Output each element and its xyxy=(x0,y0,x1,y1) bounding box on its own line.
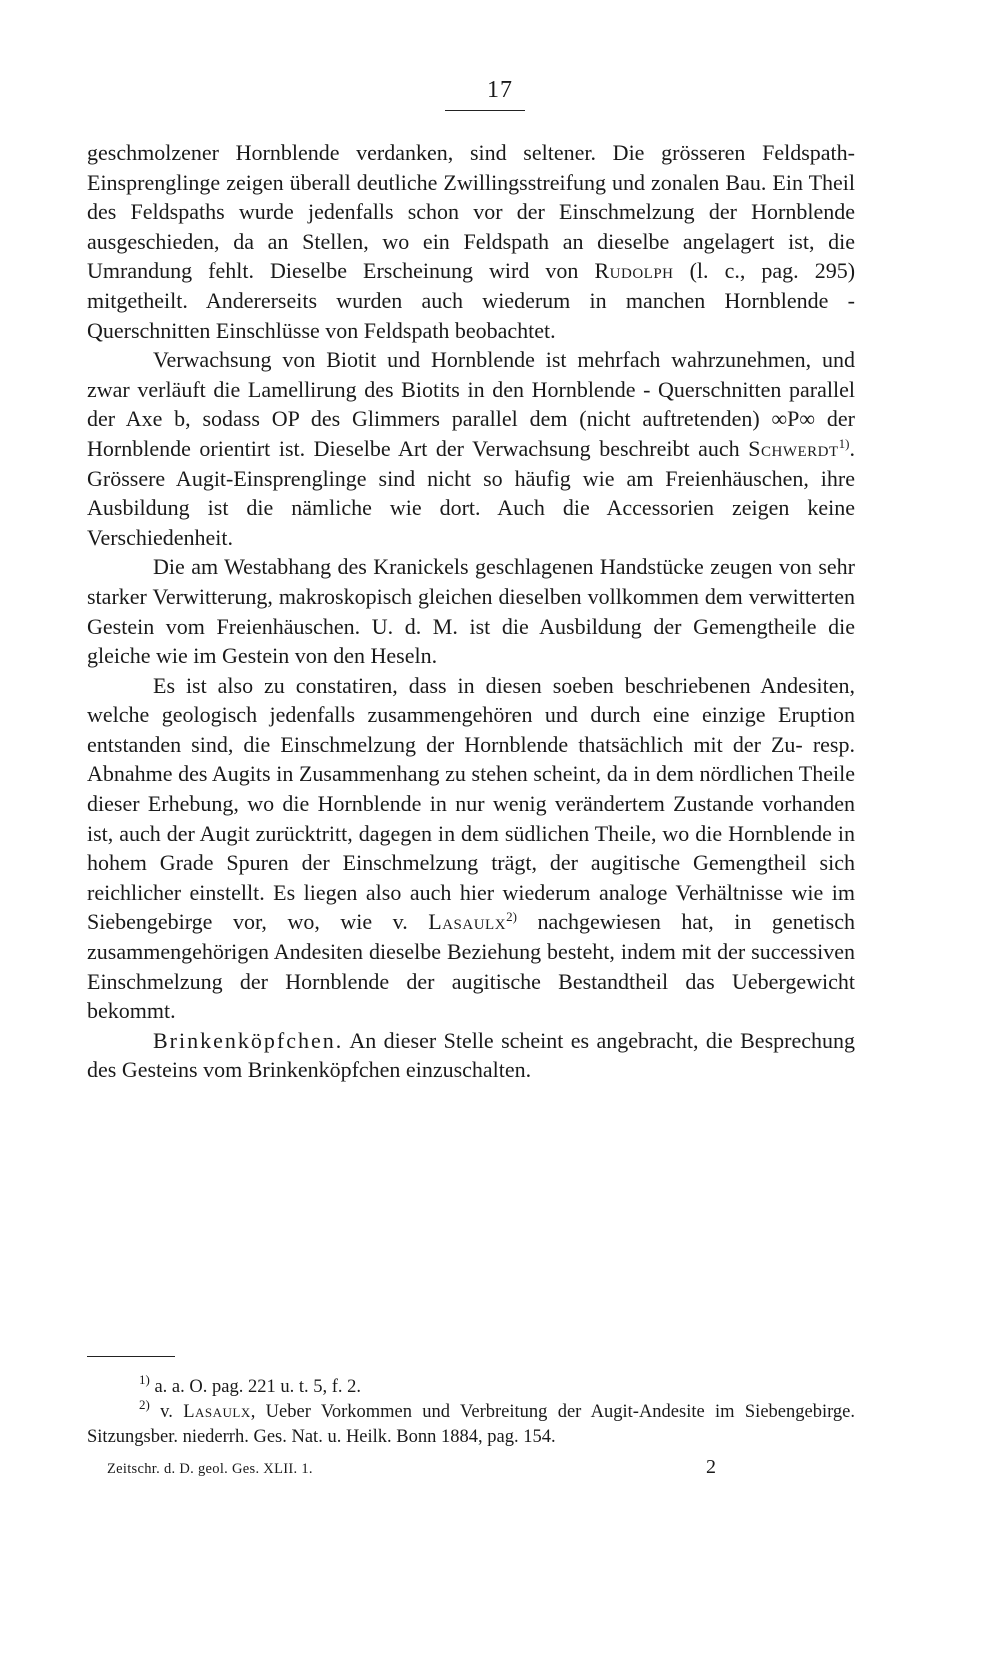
footnote-1-text: a. a. O. pag. 221 u. t. 5, f. 2. xyxy=(154,1377,362,1397)
paragraph-5 xyxy=(87,1026,855,1085)
footnote-ref-1: 1) xyxy=(838,435,850,451)
author-name-lasaulx: Lasaulx xyxy=(428,909,507,935)
body-text xyxy=(87,138,855,1085)
footnote-2-author: Lasaulx xyxy=(183,1402,251,1422)
footnote-2 xyxy=(87,1397,855,1450)
footnotes xyxy=(87,1372,855,1450)
footnote-ref-2: 2) xyxy=(506,909,517,925)
footnote-2-pre: v. xyxy=(160,1402,173,1422)
paragraph-2 xyxy=(87,345,855,552)
footnote-2-text: , Ueber Vorkommen und Verbreitung der Augit-Andesite im Siebengebirge. Sitzungsber. niederrh. Ges. Nat. u. Heilk. Bonn 1884, pag. 154. xyxy=(87,1402,855,1447)
paragraph-2-text-b: . Grössere Augit-Einsprenglinge sind nicht so häufig wie am Freienhäuschen, ihre Ausbildung ist die nämliche wie dort. Auch die Accessorien zeigen keine Verschiedenheit. xyxy=(87,435,855,550)
paragraph-5-text: An dieser Stelle scheint es angebracht, die Besprechung des Gesteins vom Brinkenköpfchen einzuschalten. xyxy=(87,1027,855,1083)
paragraph-4-text-a: Es ist also zu constatiren, dass in diesen soeben beschriebenen Andesiten, welche geologisch jedenfalls zusammengehören und durch eine einzige Eruption entstanden sind, die Einschmelzung der Hornblende thatsächlich mit der Zu- resp. Abnahme des Augits in Zusammenhang zu stehen scheint, da in dem nördlichen Theile dieser Erhebung, wo die Hornblende in nur wenig verändertem Zustande vorhanden ist, auch der Augit zurücktritt, dagegen in dem südlichen Theile, wo die Hornblende in hohem Grade Spuren der Einschmelzung trägt, der augitische Gemengtheil sich reichlicher einstellt. Es liegen also auch hier wiederum analoge Verhältnisse wie im Siebengebirge vor, wo, wie v. xyxy=(87,672,855,935)
signature-mark: 2 xyxy=(706,1456,716,1478)
footnote-1 xyxy=(87,1372,855,1400)
paragraph-4-text-b: nachgewiesen hat, in genetisch zusammengehörigen Andesiten dieselbe Beziehung besteht, indem mit der successiven Einschmelzung der Hornblende der augitische Bestandtheil das Uebergewicht bekommt. xyxy=(87,909,855,1024)
paragraph-1 xyxy=(87,138,855,345)
author-name-rudolph: Rudolph xyxy=(594,258,674,284)
section-heading-brinkenkoepfchen: Brinkenköpfchen. xyxy=(153,1027,344,1053)
paragraph-4 xyxy=(87,671,855,1026)
paragraph-1-text-a: geschmolzener Hornblende verdanken, sind seltener. Die grösseren Feldspath-Einsprenglinge zeigen überall deutliche Zwillingsstreifung und zonalen Bau. Ein Theil des Feldspaths wurde jedenfalls schon vor der Einschmelzung der Hornblende ausgeschieden, da an Stellen, wo ein Feldspath an dieselbe angelagert ist, die Umrandung fehlt. Dieselbe Erscheinung wird von xyxy=(87,140,855,284)
page-number: 17 xyxy=(487,77,513,103)
footnote-2-mark: 2) xyxy=(139,1397,150,1412)
journal-footer: Zeitschr. d. D. geol. Ges. XLII. 1. xyxy=(107,1461,313,1477)
header-rule xyxy=(445,110,525,111)
footnote-rule xyxy=(87,1356,175,1357)
paragraph-3: Die am Westabhang des Kranickels geschlagenen Handstücke zeugen von sehr starker Verwitterung, makroskopisch gleichen dieselben vollkommen dem verwitterten Gestein vom Freienhäuschen. U. d. M. ist die Ausbildung der Gemengtheile die gleiche wie im Gestein von den Heseln. xyxy=(87,554,855,669)
author-name-schwerdt: Schwerdt xyxy=(748,435,839,461)
paragraph-1-text-b: (l. c., pag. 295) mitgetheilt. Andererseits wurden auch wiederum in manchen Hornblende - Querschnitten Einschlüsse von Feldspath beobachtet. xyxy=(87,258,856,343)
footnote-1-mark: 1) xyxy=(139,1372,150,1387)
paragraph-2-text-a: Verwachsung von Biotit und Hornblende ist mehrfach wahrzunehmen, und zwar verläuft die Lamellirung des Biotits in den Hornblende - Querschnitten parallel der Axe b, sodass OP des Glimmers parallel dem (nicht auftretenden) ∞P∞ der Hornblende orientirt ist. Dieselbe Art der Verwachsung beschreibt auch xyxy=(87,347,855,461)
